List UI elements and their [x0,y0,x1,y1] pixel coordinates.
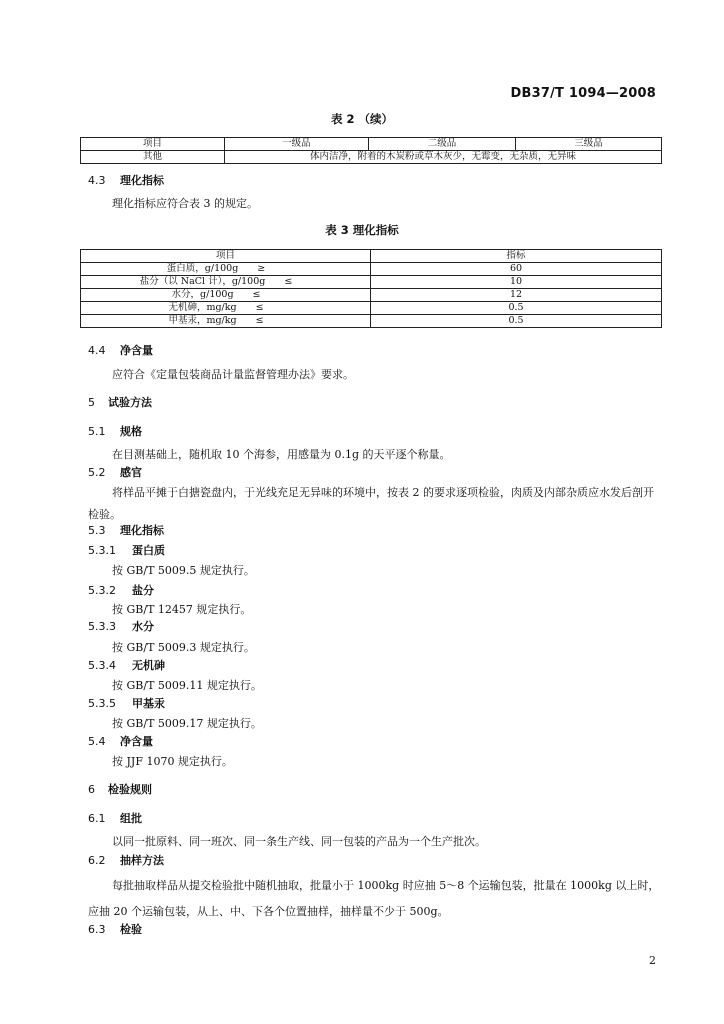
section-6-1-heading: 6.1 组批 [88,812,142,825]
section-5-3-1-heading: 5.3.1 蛋白质 [88,544,165,557]
section-5-3-2-heading: 5.3.2 盐分 [88,584,154,597]
table2-col-grade1: 一级品 [224,138,368,151]
section-5-3-4-text: 按 GB/T 5009.11 规定执行。 [112,679,262,692]
table2-col-grade2: 二级品 [368,138,515,151]
table3-col-item: 项目 [81,250,371,263]
section-4-3-heading: 4.3 理化指标 [88,174,164,187]
table-row [81,302,662,315]
table3-row-item: 甲基汞，mg/kg ≤ [81,315,371,328]
table2 [80,137,662,164]
table-row [81,263,662,276]
table2-caption: 表 2 （续） [330,112,393,126]
table-row [81,289,662,302]
table3-col-value: 指标 [371,250,662,263]
table3-header-row [81,250,662,263]
table3-row-value: 10 [371,276,662,289]
section-4-4-heading: 4.4 净含量 [88,344,153,357]
table3-row-item: 无机砷，mg/kg ≤ [81,302,371,315]
section-4-4-text: 应符合《定量包装商品计量监督管理办法》要求。 [112,368,354,381]
section-5-4-heading: 5.4 净含量 [88,735,153,748]
table2-header-row [81,138,662,151]
section-5-3-heading: 5.3 理化指标 [88,524,164,537]
table2-col-item: 项目 [81,138,225,151]
section-6-heading: 6 检验规则 [88,783,152,796]
section-5-3-3-text: 按 GB/T 5009.3 规定执行。 [112,641,255,654]
section-5-3-5-heading: 5.3.5 甲基汞 [88,697,165,710]
table3-caption: 表 3 理化指标 [325,223,399,237]
section-5-heading: 5 试验方法 [88,396,152,409]
table3-row-item: 蛋白质，g/100g ≥ [81,263,371,276]
section-5-4-text: 按 JJF 1070 规定执行。 [112,755,233,768]
section-6-1-text: 以同一批原料、同一班次、同一条生产线、同一包装的产品为一个生产批次。 [112,835,486,848]
section-5-3-5-text: 按 GB/T 5009.17 规定执行。 [112,717,262,730]
table3-row-item: 盐分（以 NaCl 计），g/100g ≤ [81,276,371,289]
section-5-1-text: 在目测基础上，随机取 10 个海参，用感量为 0.1g 的天平逐个称量。 [112,448,451,461]
page-number: 2 [649,954,656,967]
table2-row-item: 其他 [81,151,225,164]
section-5-3-2-text: 按 GB/T 12457 规定执行。 [112,603,252,616]
section-5-3-1-text: 按 GB/T 5009.5 规定执行。 [112,564,255,577]
standard-number: DB37/T 1094—2008 [510,86,656,101]
table3 [80,249,662,328]
section-5-3-4-heading: 5.3.4 无机砷 [88,659,165,672]
table3-row-item: 水分，g/100g ≤ [81,289,371,302]
table-row [81,276,662,289]
section-6-2-heading: 6.2 抽样方法 [88,854,164,867]
table2-col-grade3: 三级品 [515,138,661,151]
table3-row-value: 0.5 [371,315,662,328]
section-5-3-3-heading: 5.3.3 水分 [88,620,154,633]
section-6-3-heading: 6.3 检验 [88,923,142,936]
table3-row-value: 0.5 [371,302,662,315]
section-5-2-heading: 5.2 感官 [88,466,142,479]
section-5-2-text: 将样品平摊于白搪瓷盘内，于光线充足无异味的环境中，按表 2 的要求逐项检验，肉质及内部杂质应水发后剖开检验。 [88,486,654,521]
table3-row-value: 60 [371,263,662,276]
table-row [81,151,662,164]
section-5-1-heading: 5.1 规格 [88,425,142,438]
section-4-3-text: 理化指标应符合表 3 的规定。 [112,197,258,210]
table-row [81,315,662,328]
table2-row-value: 体内洁净，附着的木炭粉或草木灰少，无霉变，无杂质，无异味 [224,151,661,164]
section-6-2-text: 每批抽取样品从提交检验批中随机抽取，批量小于 1000kg 时应抽 5～8 个运输包装，批量在 1000kg 以上时，应抽 20 个运输包装，从上、中、下各个位置抽样，抽样量不少于 500g。 [88,879,660,918]
table3-row-value: 12 [371,289,662,302]
